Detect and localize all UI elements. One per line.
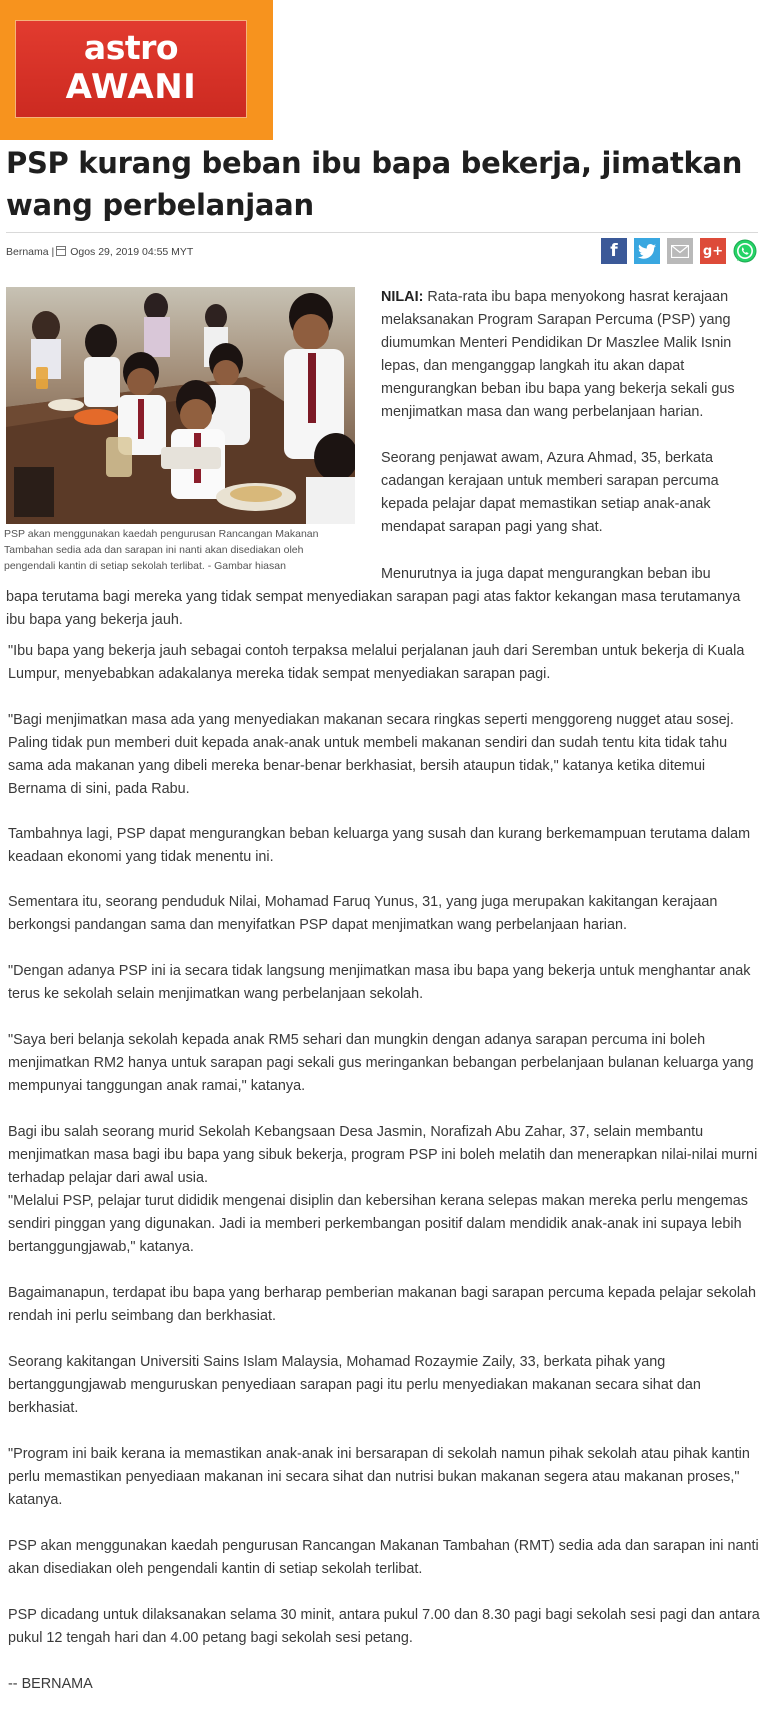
whatsapp-share-button[interactable] [732, 238, 758, 264]
logo-text-awani: AWANI [65, 67, 197, 107]
article-source[interactable]: Bernama [6, 246, 49, 258]
paragraph-11: "Melalui PSP, pelajar turut dididik mengenai disiplin dan kebersihan kerana selepas makan mereka perlu mengemas sendiri pinggan yang digunakan. Jadi ia memberi perkembangan positif dalam mendidik anak-anak ini supaya lebih bertanggungjawab," katanya. [8, 1193, 748, 1255]
paragraph-3-cont: bapa terutama bagi mereka yang tidak sempat menyediakan sarapan pagi atas faktor kekangan masa terutamanya ibu bapa yang bekerja jauh. [6, 589, 741, 628]
photo-caption: PSP akan menggunakan kaedah pengurusan Rancangan Makanan Tambahan sedia ada dan sarapan ini nanti akan disediakan oleh pengendali kantin di setiap sekolah terlibat. - Gambar hiasan [4, 528, 319, 572]
paragraph-9: "Saya beri belanja sekolah kepada anak RM5 sehari dan mungkin dengan adanya sarapan percuma ini boleh menjimatkan RM2 hanya untuk sarapan pagi sekali gus meringankan bebangan perbelanjaan bulanan keluarga yang mempunyai tanggungan anak ramai," katanya. [8, 1032, 754, 1094]
paragraph-10: Bagi ibu salah seorang murid Sekolah Kebangsaan Desa Jasmin, Norafizah Abu Zahar, 37, selain membantu menjimatkan masa bagi ibu bapa yang sibuk bekerja, program PSP ini boleh melatih dan menerapkan nilai-nilai murni terhadap pelajar dari awal usia. [8, 1124, 758, 1186]
paragraph-15: PSP akan menggunakan kaedah pengurusan Rancangan Makanan Tambahan (RMT) sedia ada dan sarapan ini nanti akan disediakan oleh pengendali kantin di setiap sekolah terlibat. [8, 1538, 759, 1577]
twitter-share-button[interactable] [634, 238, 660, 264]
dateline: NILAI: [381, 289, 424, 305]
site-logo[interactable] [0, 0, 273, 140]
logo-text-astro: astro [83, 28, 179, 67]
facebook-share-button[interactable] [601, 238, 627, 264]
logo-badge [15, 20, 247, 118]
email-share-button[interactable] [667, 238, 693, 264]
envelope-icon [671, 245, 689, 258]
twitter-icon [638, 244, 656, 259]
googleplus-icon: g+ [702, 243, 724, 259]
paragraph-5: "Bagi menjimatkan masa ada yang menyediakan makanan secara ringkas seperti menggoreng nugget atau sosej. Paling tidak pun memberi duit kepada anak-anak untuk membeli makanan sendiri dan sudah tentu kita tidak tahu sama ada makanan yang dibeli mereka benar-benar berkhasiat, bersih ataupun tidak," katanya ketika ditemui Bernama di sini, pada Rabu. [8, 712, 734, 797]
article-signoff: -- BERNAMA [8, 1676, 93, 1692]
paragraph-6: Tambahnya lagi, PSP dapat mengurangkan beban keluarga yang susah dan kurang berkemampuan terutama dalam keadaan ekonomi yang tidak menentu ini. [8, 826, 751, 865]
lead-paragraph [381, 286, 753, 424]
paragraph-14: "Program ini baik kerana ia memastikan anak-anak ini bersarapan di sekolah namun pihak sekolah atau pihak kantin perlu memastikan penyediaan makanan ini secara sihat dan nutrisi bukan makanan segera atau makanan proses," katanya. [8, 1446, 750, 1508]
googleplus-share-button[interactable] [700, 238, 726, 264]
lead-text: Rata-rata ibu bapa menyokong hasrat kerajaan melaksanakan Program Sarapan Percuma (PSP) yang diumumkan Menteri Pendidikan Dr Maszlee Malik Isnin lepas, dan menganggap langkah itu akan dapat mengurangkan beban ibu bapa yang bekerja sekali gus menjimatkan masa dan wang perbelanjaan harian. [381, 289, 735, 420]
article-date: Ogos 29, 2019 04:55 MYT [70, 246, 194, 258]
paragraph-13: Seorang kakitangan Universiti Sains Islam Malaysia, Mohamad Rozaymie Zaily, 33, berkata pihak yang bertanggungjawab menguruskan penyediaan sarapan pagi itu perlu menyediakan makanan secara sihat dan berkhasiat. [8, 1354, 701, 1416]
facebook-icon: f [610, 241, 618, 261]
students-breakfast-photo [6, 287, 355, 524]
paragraph-12: Bagaimanapun, terdapat ibu bapa yang berharap pemberian makanan bagi sarapan percuma kepada pelajar sekolah rendah ini perlu seimbang dan berkhasiat. [8, 1285, 757, 1324]
paragraph-16: PSP dicadang untuk dilaksanakan selama 30 minit, antara pukul 7.00 dan 8.30 pagi bagi sekolah sesi pagi dan antara pukul 12 tengah hari dan 4.00 petang bagi sekolah sesi petang. [8, 1607, 760, 1646]
paragraph-2: Seorang penjawat awam, Azura Ahmad, 35, berkata cadangan kerajaan untuk memberi sarapan percuma kepada pelajar dapat memastikan setiap anak-anak mendapat sarapan pagi yang shat. [381, 450, 719, 535]
paragraph-3-start: Menurutnya ia juga dapat mengurangkan beban ibu [381, 566, 711, 582]
meta-separator: | [51, 246, 55, 258]
article-headline: PSP kurang beban ibu bapa bekerja, jimatkan wang perbelanjaan [6, 146, 743, 222]
whatsapp-icon [732, 238, 758, 264]
paragraph-7: Sementara itu, seorang penduduk Nilai, Mohamad Faruq Yunus, 31, yang juga merupakan kakitangan kerajaan berkongsi pandangan sama dan menyifatkan PSP dapat menjimatkan wang perbelanjaan harian. [8, 894, 718, 933]
paragraph-4: "Ibu bapa yang bekerja jauh sebagai contoh terpaksa melalui perjalanan jauh dari Seremban untuk bekerja di Kuala Lumpur, menyebabkan adakalanya mereka tidak sempat menyediakan sarapan pagi. [8, 643, 745, 682]
calendar-icon [56, 246, 66, 256]
headline-divider [6, 232, 758, 233]
article-meta [6, 245, 193, 259]
article-photo [6, 287, 355, 524]
paragraph-8: "Dengan adanya PSP ini ia secara tidak langsung menjimatkan masa ibu bapa yang bekerja untuk menghantar anak terus ke sekolah selain menjimatkan wang perbelanjaan sekolah. [8, 963, 751, 1002]
